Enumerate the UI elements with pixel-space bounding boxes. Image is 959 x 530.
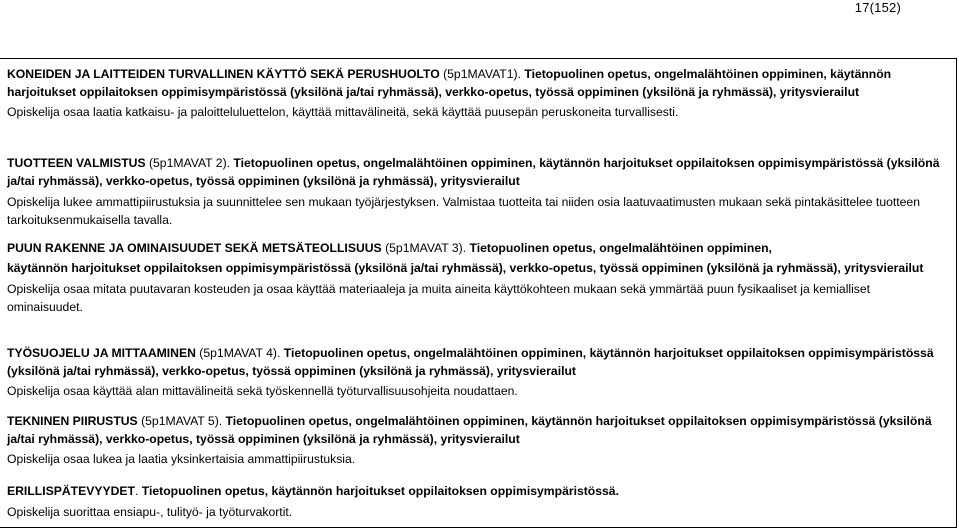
section-title: ERILLISPÄTEVYYDET [7,484,135,498]
page-number: 17(152) [854,0,901,15]
section-method: Tietopuolinen opetus, ongelmalähtöinen oppiminen, käytännön harjoitukset oppilaitoksen oppimisympäristössä (yksilönä ja/tai ryhmässä), verkko-opetus, työssä oppiminen (yksilönä ja ryhmässä), yritysvierailut [7,346,934,378]
section-heading [7,412,946,448]
section-puun-rakenne [7,239,946,316]
section-description: Opiskelija osaa mitata puutavaran kosteuden ja osaa käyttää materiaaleja ja muita aineita käyttökohteen mukaan sekä ymmärtää puun fysikaaliset ja kemialliset ominaisuudet. [7,282,871,314]
section-description: Opiskelija osaa käyttää alan mittavälineitä sekä työskennellä työturvallisuusohjeita noudattaen. [7,384,518,398]
section-heading [7,154,946,190]
section-heading [7,482,946,500]
section-method: Tietopuolinen opetus, ongelmalähtöinen oppiminen, [466,241,772,255]
section-description: Opiskelija suorittaa ensiapu-, tulityö- ja työturvakortit. [7,505,293,519]
section-method-continued: käytännön harjoitukset oppilaitoksen oppimisympäristössä (yksilönä ja/tai ryhmässä), verkko-opetus, työssä oppiminen (yksilönä ja ryhmässä), yritysvierailut [7,261,924,275]
section-code: (5p1MAVAT 4). [195,346,281,360]
section-heading [7,65,946,101]
section-description: Opiskelija osaa lukea ja laatia yksinkertaisia ammattipiirustuksia. [7,452,356,466]
section-description: Opiskelija lukee ammattipiirustuksia ja suunnittelee sen mukaan työjärjestyksen. Valmistaa tuotteita tai niiden osia laatuvaatimusten mukaan sekä pintakäsittelee tuotteen tarkoituksenmukaisella tavalla. [7,195,920,227]
section-tuotteen-valmistus [7,154,946,229]
section-method: Tietopuolinen opetus, käytännön harjoitukset oppilaitoksen oppimisympäristössä. [138,484,619,498]
section-code: . [135,484,139,498]
section-code: (5p1MAVAT 2). [145,156,231,170]
section-heading [7,344,946,380]
section-code: (5p1MAVAT 5). [137,414,223,428]
section-heading [7,239,946,257]
section-method: Tietopuolinen opetus, ongelmalähtöinen oppiminen, käytännön harjoitukset oppilaitoksen oppimisympäristössä (yksilönä ja/tai ryhmässä), verkko-opetus, työssä oppiminen (yksilönä ja ryhmässä), yritysvierailut [7,414,932,446]
section-title: PUUN RAKENNE JA OMINAISUUDET SEKÄ METSÄTEOLLISUUS [7,241,382,255]
section-title: TUOTTEEN VALMISTUS [7,156,146,170]
section-erillispatevyydet [7,482,946,521]
section-title: TYÖSUOJELU JA MITTAAMINEN [7,346,196,360]
section-tyosuojelu-mittaaminen [7,344,946,400]
document-content-box [0,58,957,528]
section-code: (5p1MAVAT 3). [381,241,467,255]
section-description: Opiskelija osaa laatia katkaisu- ja paloitteluluettelon, käyttää mittavälineitä, sekä käyttää puusepän peruskoneita turvallisesti. [7,105,679,119]
section-tekninen-piirustus [7,412,946,468]
section-method: Tietopuolinen opetus, ongelmalähtöinen oppiminen, käytännön harjoitukset oppilaitoksen oppimisympäristössä (yksilönä ja/tai ryhmässä), verkko-opetus, työssä oppiminen (yksilönä ja ryhmässä), yritysvierailut [7,156,940,188]
section-koneiden-turvallinen-kaytto [7,65,946,121]
section-method: Tietopuolinen opetus, ongelmalähtöinen oppiminen, käytännön harjoitukset oppilaitoksen oppimisympäristössä (yksilönä ja/tai ryhmässä), verkko-opetus, työssä oppiminen (yksilönä ja ryhmässä), yritysvierailut [7,67,892,99]
section-code: (5p1MAVAT1). [439,67,521,81]
section-title: TEKNINEN PIIRUSTUS [7,414,138,428]
section-title: KONEIDEN JA LAITTEIDEN TURVALLINEN KÄYTTÖ SEKÄ PERUSHUOLTO [7,67,440,81]
